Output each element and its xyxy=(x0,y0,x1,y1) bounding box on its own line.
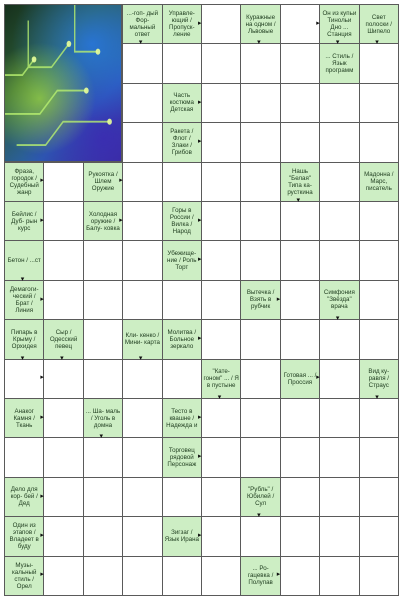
answer-cell[interactable] xyxy=(122,280,162,320)
clue-cell: Убежище- ние / Роль Торт xyxy=(162,240,202,280)
arrow-down-icon: ▾ xyxy=(138,353,143,362)
answer-cell[interactable] xyxy=(280,43,320,83)
answer-cell[interactable] xyxy=(359,43,399,83)
clue-cell: Управле- ющий / Пропуск- ление xyxy=(162,4,202,44)
arrow-right-icon: ▸ xyxy=(119,176,123,185)
answer-cell[interactable] xyxy=(83,240,123,280)
answer-cell[interactable] xyxy=(280,477,320,517)
answer-cell[interactable] xyxy=(201,83,241,123)
answer-cell[interactable] xyxy=(240,43,280,83)
answer-cell[interactable] xyxy=(240,162,280,202)
answer-cell[interactable] xyxy=(43,398,83,438)
answer-cell[interactable] xyxy=(122,83,162,123)
answer-cell[interactable] xyxy=(319,516,359,556)
arrow-right-icon: ▸ xyxy=(40,294,44,303)
answer-cell[interactable] xyxy=(162,43,202,83)
answer-cell[interactable] xyxy=(319,201,359,241)
arrow-right-icon: ▸ xyxy=(198,530,202,539)
clue-cell: ... Стиль / Язык программ xyxy=(319,43,359,83)
arrow-down-icon: ▾ xyxy=(257,38,261,47)
clue-cell: Сыр / Одесский певец xyxy=(43,319,83,359)
clue-cell: Музы- кальный стиль / Орел xyxy=(4,556,44,596)
arrow-right-icon: ▸ xyxy=(119,215,123,224)
answer-cell[interactable] xyxy=(280,4,320,44)
circuit-board-image xyxy=(4,4,122,162)
answer-cell[interactable] xyxy=(122,43,162,83)
arrow-down-icon: ▾ xyxy=(335,314,340,323)
clue-cell: Торговец рядовой Персонаж xyxy=(162,437,202,477)
answer-cell[interactable] xyxy=(201,201,241,241)
clue-cell: Один из этапов / Владеет в буду xyxy=(4,516,44,556)
answer-cell[interactable] xyxy=(43,556,83,596)
answer-cell[interactable] xyxy=(201,319,241,359)
arrow-down-icon: ▾ xyxy=(20,353,25,362)
arrow-down-icon: ▾ xyxy=(335,38,340,47)
arrow-down-icon: ▾ xyxy=(375,38,379,47)
answer-cell[interactable] xyxy=(240,437,280,477)
clue-cell: Молитва / Больное зеркало xyxy=(162,319,202,359)
arrow-right-icon: ▸ xyxy=(40,176,44,185)
answer-cell[interactable] xyxy=(83,556,123,596)
answer-cell[interactable] xyxy=(43,201,83,241)
answer-cell[interactable] xyxy=(280,201,320,241)
answer-cell[interactable] xyxy=(201,477,241,517)
arrow-down-icon: ▾ xyxy=(375,393,379,401)
clue-cell: Холодная оружие / Балу- ковка xyxy=(83,201,123,241)
answer-cell[interactable] xyxy=(359,516,399,556)
answer-cell[interactable] xyxy=(319,398,359,438)
clue-cell: Он из купьи Тинольи Дно ... Станция xyxy=(319,4,359,44)
answer-cell[interactable] xyxy=(280,437,320,477)
scanword-grid xyxy=(4,4,398,595)
answer-cell[interactable] xyxy=(359,280,399,320)
answer-cell[interactable] xyxy=(201,516,241,556)
answer-cell[interactable] xyxy=(319,319,359,359)
clue-cell: ...-гоп- дый Фор- мальный ответ xyxy=(122,4,162,44)
answer-cell[interactable] xyxy=(122,240,162,280)
arrow-right-icon: ▸ xyxy=(316,18,320,27)
answer-cell[interactable] xyxy=(240,359,280,399)
clue-cell: ... Ша- маль / Уголь в домна xyxy=(83,398,123,438)
clue-cell: Свет полоски / Шипело xyxy=(359,4,399,44)
answer-cell[interactable] xyxy=(122,201,162,241)
answer-cell[interactable] xyxy=(122,398,162,438)
answer-cell[interactable] xyxy=(319,122,359,162)
clue-cell: Демагоги- ческий / Брат / Линия xyxy=(4,280,44,320)
arrow-down-icon: ▾ xyxy=(60,353,64,362)
clue-cell: Бетон / ...ст xyxy=(4,240,44,280)
arrow-right-icon: ▸ xyxy=(316,373,320,382)
answer-cell[interactable] xyxy=(240,122,280,162)
clue-cell: "Рубль" / Юбилей / Сул xyxy=(240,477,280,517)
answer-cell[interactable] xyxy=(122,162,162,202)
answer-cell[interactable] xyxy=(319,437,359,477)
answer-cell[interactable] xyxy=(162,556,202,596)
clue-cell: Рукоятка / Шлем Оружие xyxy=(83,162,123,202)
answer-cell[interactable] xyxy=(280,516,320,556)
answer-cell[interactable] xyxy=(359,398,399,438)
answer-cell[interactable] xyxy=(280,556,320,596)
answer-cell[interactable] xyxy=(122,556,162,596)
answer-cell[interactable] xyxy=(43,477,83,517)
answer-cell[interactable] xyxy=(4,359,44,399)
arrow-right-icon: ▸ xyxy=(40,570,44,579)
arrow-right-icon: ▸ xyxy=(40,491,44,500)
answer-cell[interactable] xyxy=(83,516,123,556)
answer-cell[interactable] xyxy=(162,359,202,399)
arrow-right-icon: ▸ xyxy=(198,136,202,145)
arrow-down-icon: ▾ xyxy=(20,274,25,283)
answer-cell[interactable] xyxy=(240,398,280,438)
answer-cell[interactable] xyxy=(359,240,399,280)
clue-cell: Дело для кор- бей / Дед xyxy=(4,477,44,517)
clue-cell: Вытечка / Взять в рубчик xyxy=(240,280,280,320)
arrow-right-icon: ▸ xyxy=(276,570,281,579)
answer-cell[interactable] xyxy=(43,516,83,556)
arrow-right-icon: ▸ xyxy=(198,18,202,27)
clue-cell: Часть костюма Детская xyxy=(162,83,202,123)
answer-cell[interactable] xyxy=(359,319,399,359)
answer-cell[interactable] xyxy=(201,240,241,280)
arrow-right-icon: ▸ xyxy=(198,412,202,421)
arrow-right-icon: ▸ xyxy=(40,412,44,421)
answer-cell[interactable] xyxy=(319,83,359,123)
arrow-right-icon: ▸ xyxy=(276,294,281,303)
answer-cell[interactable] xyxy=(43,437,83,477)
answer-cell[interactable] xyxy=(280,319,320,359)
answer-cell[interactable] xyxy=(240,240,280,280)
answer-cell[interactable] xyxy=(83,477,123,517)
answer-cell[interactable] xyxy=(43,162,83,202)
answer-cell[interactable] xyxy=(319,162,359,202)
answer-cell[interactable] xyxy=(240,83,280,123)
answer-cell[interactable] xyxy=(162,477,202,517)
answer-cell[interactable] xyxy=(162,162,202,202)
answer-cell[interactable] xyxy=(201,162,241,202)
clue-cell: Ракета / Флот / Злаки / Грибов xyxy=(162,122,202,162)
answer-cell[interactable] xyxy=(319,359,359,399)
clue-cell: Мадонна / Марс, писатель xyxy=(359,162,399,202)
answer-cell[interactable] xyxy=(280,280,320,320)
arrow-down-icon: ▾ xyxy=(257,511,261,520)
arrow-right-icon: ▸ xyxy=(40,530,44,539)
clue-cell: Кли- кенко / Мини- карта xyxy=(122,319,162,359)
answer-cell[interactable] xyxy=(83,359,123,399)
answer-cell[interactable] xyxy=(122,359,162,399)
clue-cell: Фраза, городок / Судебный жанр xyxy=(4,162,44,202)
answer-cell[interactable] xyxy=(83,437,123,477)
answer-cell[interactable] xyxy=(280,398,320,438)
arrow-down-icon: ▾ xyxy=(99,432,104,441)
arrow-down-icon: ▾ xyxy=(217,393,222,401)
answer-cell[interactable] xyxy=(201,398,241,438)
answer-cell[interactable] xyxy=(201,4,241,44)
arrow-right-icon: ▸ xyxy=(198,255,202,264)
arrow-right-icon: ▸ xyxy=(198,215,202,224)
arrow-right-icon: ▸ xyxy=(198,97,202,106)
answer-cell[interactable] xyxy=(280,83,320,123)
arrow-right-icon: ▸ xyxy=(198,452,202,461)
answer-cell[interactable] xyxy=(43,280,83,320)
clue-cell: Вид ку- равля / Страус xyxy=(359,359,399,399)
answer-cell[interactable] xyxy=(280,122,320,162)
clue-cell: Симфония "Звёзда" врача xyxy=(319,280,359,320)
answer-cell[interactable] xyxy=(162,280,202,320)
arrow-right-icon: ▸ xyxy=(40,373,44,382)
answer-cell[interactable] xyxy=(359,556,399,596)
answer-cell[interactable] xyxy=(240,201,280,241)
answer-cell[interactable] xyxy=(319,477,359,517)
clue-cell: ... Ро- гацевка / Полупав xyxy=(240,556,280,596)
arrow-right-icon: ▸ xyxy=(40,215,44,224)
clue-cell: Бейлис / Дуб- рын курс xyxy=(4,201,44,241)
answer-cell[interactable] xyxy=(359,477,399,517)
answer-cell[interactable] xyxy=(201,122,241,162)
answer-cell[interactable] xyxy=(201,43,241,83)
clue-cell: Зигзаг / Язык Ирана xyxy=(162,516,202,556)
answer-cell[interactable] xyxy=(359,83,399,123)
clue-cell: Нашь "Белая" Типа ка- русткина xyxy=(280,162,320,202)
answer-cell[interactable] xyxy=(201,280,241,320)
answer-cell[interactable] xyxy=(201,437,241,477)
clue-cell: Куражные на одном / Львовые xyxy=(240,4,280,44)
answer-cell[interactable] xyxy=(83,319,123,359)
answer-cell[interactable] xyxy=(122,477,162,517)
answer-cell[interactable] xyxy=(83,280,123,320)
answer-cell[interactable] xyxy=(43,240,83,280)
clue-cell: Горы в России / Вилка / Народ xyxy=(162,201,202,241)
answer-cell[interactable] xyxy=(240,319,280,359)
answer-cell[interactable] xyxy=(319,240,359,280)
answer-cell[interactable] xyxy=(319,556,359,596)
clue-cell: Тесто в квашне / Надежда и xyxy=(162,398,202,438)
circuit-lines-icon xyxy=(5,5,121,161)
clue-cell: Анаког Камня / Ткань xyxy=(4,398,44,438)
answer-cell[interactable] xyxy=(280,240,320,280)
answer-cell[interactable] xyxy=(122,122,162,162)
clue-cell: Пипарь в Крыму / Орхидея xyxy=(4,319,44,359)
answer-cell[interactable] xyxy=(4,437,44,477)
answer-cell[interactable] xyxy=(359,437,399,477)
answer-cell[interactable] xyxy=(201,556,241,596)
arrow-right-icon: ▸ xyxy=(198,333,202,342)
answer-cell[interactable] xyxy=(359,201,399,241)
answer-cell[interactable] xyxy=(240,516,280,556)
answer-cell[interactable] xyxy=(359,122,399,162)
clue-cell: Готовая ... / Проссия xyxy=(280,359,320,399)
arrow-down-icon: ▾ xyxy=(296,196,301,204)
clue-cell: "Кате- гоном" ... / Я в пустыне xyxy=(201,359,241,399)
answer-cell[interactable] xyxy=(43,359,83,399)
arrow-down-icon: ▾ xyxy=(138,38,143,47)
answer-cell[interactable] xyxy=(122,437,162,477)
answer-cell[interactable] xyxy=(122,516,162,556)
